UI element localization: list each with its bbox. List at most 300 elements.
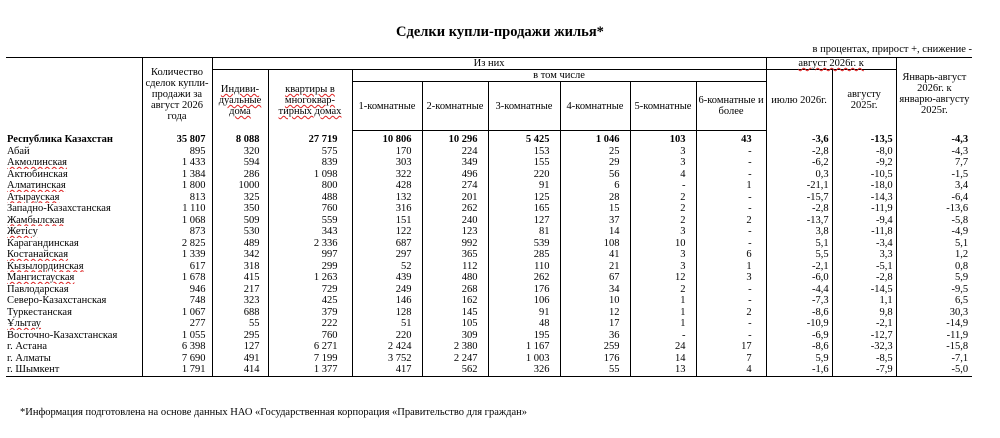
cell-value: 2 424 — [352, 341, 422, 353]
cell-value: 14 — [560, 226, 630, 238]
cell-value: 559 — [268, 215, 352, 227]
cell-value: 1 791 — [142, 364, 212, 376]
table-row — [6, 295, 972, 307]
cell-value: 201 — [422, 192, 488, 204]
cell-value: 1 384 — [142, 169, 212, 181]
cell-value: 2 — [630, 192, 696, 204]
cell-value: 562 — [422, 364, 488, 376]
cell-value: 992 — [422, 238, 488, 250]
cell-value: 10 — [630, 238, 696, 250]
cell-value: 29 — [560, 157, 630, 169]
cell-value: - — [696, 169, 766, 181]
cell-value: 151 — [352, 215, 422, 227]
table-row — [6, 249, 972, 261]
cell-value: 21 — [560, 261, 630, 273]
cell-value: 17 — [696, 341, 766, 353]
header-janaug: Январь-август 2026г. к январю-августу 2025г. — [896, 58, 972, 131]
cell-value: 539 — [488, 238, 560, 250]
cell-value: 222 — [268, 318, 352, 330]
cell-value: -5,8 — [896, 215, 972, 227]
cell-value: 7 199 — [268, 353, 352, 365]
cell-value: 1 339 — [142, 249, 212, 261]
cell-value: -13,5 — [832, 131, 896, 146]
cell-value: 7 — [696, 353, 766, 365]
cell-value: 417 — [352, 364, 422, 376]
table-row — [6, 284, 972, 296]
cell-value: 110 — [488, 261, 560, 273]
cell-value: 176 — [560, 353, 630, 365]
table-row — [6, 146, 972, 158]
region-name: Карагандинская — [7, 237, 79, 249]
cell-value: 2 247 — [422, 353, 488, 365]
cell-value: 1 067 — [142, 307, 212, 319]
cell-value: -15,8 — [896, 341, 972, 353]
region-name: Жетісу — [7, 226, 38, 237]
cell-value: 0,3 — [766, 169, 832, 181]
header-of-them: Из них — [212, 58, 766, 70]
cell-value: 309 — [422, 330, 488, 342]
deals-table — [6, 57, 972, 377]
cell-value: 262 — [488, 272, 560, 284]
cell-value: 153 — [488, 146, 560, 158]
header-rooms-6: 6-комнатные и более — [696, 82, 766, 131]
cell-value: 10 296 — [422, 131, 488, 146]
cell-value: -7,1 — [896, 353, 972, 365]
cell-value: 170 — [352, 146, 422, 158]
cell-value: -14,3 — [832, 192, 896, 204]
region-name: Кызылординская — [7, 260, 84, 272]
cell-value: -7,9 — [832, 364, 896, 376]
cell-value: 297 — [352, 249, 422, 261]
cell-value: 687 — [352, 238, 422, 250]
cell-value: -5,1 — [832, 261, 896, 273]
cell-value: 224 — [422, 146, 488, 158]
cell-value: 274 — [422, 180, 488, 192]
header-rooms-1: 1-комнатные — [352, 82, 422, 131]
cell-value: 530 — [212, 226, 268, 238]
cell-value: 760 — [268, 330, 352, 342]
cell-value: -6,2 — [766, 157, 832, 169]
cell-value: 1 377 — [268, 364, 352, 376]
cell-value: 379 — [268, 307, 352, 319]
cell-value: 1 — [630, 318, 696, 330]
cell-value: 496 — [422, 169, 488, 181]
table-row — [6, 215, 972, 227]
cell-value: 249 — [352, 284, 422, 296]
cell-value: -6,0 — [766, 272, 832, 284]
cell-value: 128 — [352, 307, 422, 319]
cell-value: 1 — [696, 261, 766, 273]
cell-value: 103 — [630, 131, 696, 146]
cell-value: 48 — [488, 318, 560, 330]
cell-value: -11,8 — [832, 226, 896, 238]
cell-value: -6,9 — [766, 330, 832, 342]
cell-value: - — [696, 330, 766, 342]
cell-value: 3 — [630, 249, 696, 261]
cell-value: 3 752 — [352, 353, 422, 365]
cell-value: 34 — [560, 284, 630, 296]
cell-value: -4,9 — [896, 226, 972, 238]
cell-value: 14 — [630, 353, 696, 365]
header-including: в том числе — [352, 70, 766, 82]
cell-value: -6,4 — [896, 192, 972, 204]
cell-value: 3 — [696, 272, 766, 284]
cell-value: 318 — [212, 261, 268, 273]
table-row — [6, 180, 972, 192]
cell-value: 165 — [488, 203, 560, 215]
header-rooms-5: 5-комнатные — [630, 82, 696, 131]
region-name: Республика Казахстан — [7, 133, 113, 145]
table-row — [6, 226, 972, 238]
cell-value: -10,9 — [766, 318, 832, 330]
cell-value: -7,3 — [766, 295, 832, 307]
cell-value: 350 — [212, 203, 268, 215]
region-name: г. Астана — [7, 341, 48, 352]
cell-value: -9,2 — [832, 157, 896, 169]
cell-value: 3 — [630, 226, 696, 238]
cell-value: 51 — [352, 318, 422, 330]
cell-value: 5,1 — [896, 238, 972, 250]
cell-value: 1 098 — [268, 169, 352, 181]
cell-value: 575 — [268, 146, 352, 158]
cell-value: -1,5 — [896, 169, 972, 181]
header-rooms-3: 3-комнатные — [488, 82, 560, 131]
header-july: июлю 2026г. — [766, 70, 832, 131]
cell-value: 125 — [488, 192, 560, 204]
region-name: Ұлытау — [7, 318, 41, 329]
cell-value: 127 — [488, 215, 560, 227]
cell-value: 6 398 — [142, 341, 212, 353]
cell-value: 2 — [630, 215, 696, 227]
header-aug2026-to: август 2026г. к — [766, 58, 896, 70]
cell-value: 343 — [268, 226, 352, 238]
cell-value: 488 — [268, 192, 352, 204]
cell-value: 729 — [268, 284, 352, 296]
cell-value: 5,9 — [896, 272, 972, 284]
cell-value: -11,9 — [896, 330, 972, 342]
cell-value: 5 425 — [488, 131, 560, 146]
cell-value: 2 380 — [422, 341, 488, 353]
cell-value: 323 — [212, 295, 268, 307]
table-body — [6, 131, 972, 377]
table-row — [6, 192, 972, 204]
cell-value: 2 — [696, 307, 766, 319]
cell-value: 91 — [488, 180, 560, 192]
page-title: Сделки купли-продажи жилья* — [396, 24, 604, 40]
cell-value: 2 — [630, 284, 696, 296]
cell-value: 349 — [422, 157, 488, 169]
cell-value: 414 — [212, 364, 268, 376]
cell-value: -15,7 — [766, 192, 832, 204]
cell-value: -2,8 — [766, 146, 832, 158]
cell-value: 259 — [560, 341, 630, 353]
cell-value: 6 — [560, 180, 630, 192]
cell-value: 10 806 — [352, 131, 422, 146]
cell-value: 594 — [212, 157, 268, 169]
cell-value: 35 807 — [142, 131, 212, 146]
table-row — [6, 330, 972, 342]
cell-value: 132 — [352, 192, 422, 204]
cell-value: 800 — [268, 180, 352, 192]
cell-value: -1,6 — [766, 364, 832, 376]
cell-value: 813 — [142, 192, 212, 204]
table-row — [6, 131, 972, 146]
cell-value: 5,5 — [766, 249, 832, 261]
cell-value: 10 — [560, 295, 630, 307]
cell-value: 316 — [352, 203, 422, 215]
region-name: Жамбылская — [7, 214, 65, 226]
cell-value: -18,0 — [832, 180, 896, 192]
cell-value: 5,1 — [766, 238, 832, 250]
cell-value: -13,6 — [896, 203, 972, 215]
cell-value: 55 — [560, 364, 630, 376]
cell-value: 1,1 — [832, 295, 896, 307]
cell-value: 325 — [212, 192, 268, 204]
cell-value: 1,2 — [896, 249, 972, 261]
cell-value: -9,4 — [832, 215, 896, 227]
cell-value: 36 — [560, 330, 630, 342]
cell-value: 365 — [422, 249, 488, 261]
cell-value: 112 — [422, 261, 488, 273]
table-row — [6, 157, 972, 169]
region-name: Костанайская — [7, 249, 69, 260]
cell-value: 873 — [142, 226, 212, 238]
cell-value: 195 — [488, 330, 560, 342]
cell-value: -10,5 — [832, 169, 896, 181]
cell-value: -4,3 — [896, 146, 972, 158]
table-row — [6, 203, 972, 215]
cell-value: 997 — [268, 249, 352, 261]
cell-value: -5,0 — [896, 364, 972, 376]
region-name: Абай — [7, 145, 30, 157]
cell-value: 1 003 — [488, 353, 560, 365]
cell-value: 2 — [696, 215, 766, 227]
cell-value: -8,5 — [832, 353, 896, 365]
cell-value: - — [696, 284, 766, 296]
cell-value: -14,9 — [896, 318, 972, 330]
cell-value: 286 — [212, 169, 268, 181]
cell-value: 322 — [352, 169, 422, 181]
cell-value: -8,6 — [766, 307, 832, 319]
cell-value: - — [630, 330, 696, 342]
cell-value: 299 — [268, 261, 352, 273]
table-row — [6, 364, 972, 376]
table-row — [6, 261, 972, 273]
cell-value: 12 — [630, 272, 696, 284]
cell-value: -8,0 — [832, 146, 896, 158]
region-name: Алматинская — [7, 180, 66, 191]
header-aug2025: августу 2025г. — [832, 70, 896, 131]
cell-value: 27 719 — [268, 131, 352, 146]
cell-value: - — [696, 203, 766, 215]
cell-value: 67 — [560, 272, 630, 284]
table-row — [6, 238, 972, 250]
cell-value: 2 — [630, 203, 696, 215]
cell-value: 285 — [488, 249, 560, 261]
cell-value: 240 — [422, 215, 488, 227]
cell-value: 8 088 — [212, 131, 268, 146]
region-name: Западно-Казахстанская — [7, 203, 111, 214]
region-name: Павлодарская — [7, 283, 69, 295]
cell-value: 41 — [560, 249, 630, 261]
cell-value: 220 — [352, 330, 422, 342]
table-row — [6, 353, 972, 365]
cell-value: 277 — [142, 318, 212, 330]
units-note: в процентах, прирост +, снижение - — [812, 44, 972, 55]
cell-value: -21,1 — [766, 180, 832, 192]
cell-value: 1 — [630, 307, 696, 319]
cell-value: 37 — [560, 215, 630, 227]
cell-value: 52 — [352, 261, 422, 273]
cell-value: -11,9 — [832, 203, 896, 215]
header-rooms-4: 4-комнатные — [560, 82, 630, 131]
header-apartments: квартиры в многоквар-тирных домах — [268, 70, 352, 131]
cell-value: 6,5 — [896, 295, 972, 307]
cell-value: 489 — [212, 238, 268, 250]
cell-value: 24 — [630, 341, 696, 353]
cell-value: 146 — [352, 295, 422, 307]
cell-value: 3,3 — [832, 249, 896, 261]
cell-value: -2,1 — [766, 261, 832, 273]
header-count: Количество сделок купли-продажи за август 2026 года — [142, 58, 212, 131]
cell-value: 760 — [268, 203, 352, 215]
cell-value: 4 — [630, 169, 696, 181]
cell-value: 1 263 — [268, 272, 352, 284]
cell-value: 7 690 — [142, 353, 212, 365]
table-row — [6, 307, 972, 319]
cell-value: 320 — [212, 146, 268, 158]
header-region — [6, 58, 142, 131]
cell-value: 6 — [696, 249, 766, 261]
footnote: *Информация подготовлена на основе данных НАО «Государственная корпорация «Правительство для граждан» — [20, 407, 528, 418]
cell-value: 13 — [630, 364, 696, 376]
cell-value: 55 — [212, 318, 268, 330]
cell-value: 295 — [212, 330, 268, 342]
cell-value: - — [696, 318, 766, 330]
region-name: г. Алматы — [7, 352, 51, 364]
cell-value: 1 800 — [142, 180, 212, 192]
cell-value: 28 — [560, 192, 630, 204]
cell-value: 1 068 — [142, 215, 212, 227]
cell-value: - — [696, 192, 766, 204]
region-name: Атырауская — [7, 191, 60, 203]
cell-value: -3,4 — [832, 238, 896, 250]
cell-value: 425 — [268, 295, 352, 307]
cell-value: -13,7 — [766, 215, 832, 227]
table-row — [6, 341, 972, 353]
region-name: г. Шымкент — [6, 364, 142, 376]
cell-value: -12,7 — [832, 330, 896, 342]
cell-value: 155 — [488, 157, 560, 169]
cell-value: 145 — [422, 307, 488, 319]
cell-value: 326 — [488, 364, 560, 376]
header-rooms-2: 2-комнатные — [422, 82, 488, 131]
cell-value: -2,8 — [832, 272, 896, 284]
cell-value: -4,3 — [896, 131, 972, 146]
cell-value: 123 — [422, 226, 488, 238]
cell-value: 946 — [142, 284, 212, 296]
cell-value: 176 — [488, 284, 560, 296]
cell-value: 3,8 — [766, 226, 832, 238]
region-name: Восточно-Казахстанская — [7, 329, 118, 341]
cell-value: 1 678 — [142, 272, 212, 284]
cell-value: 7,7 — [896, 157, 972, 169]
cell-value: 81 — [488, 226, 560, 238]
header-individual: Индиви-дуальные дома — [212, 70, 268, 131]
cell-value: -32,3 — [832, 341, 896, 353]
cell-value: 162 — [422, 295, 488, 307]
region-name: Туркестанская — [7, 306, 72, 318]
cell-value: 509 — [212, 215, 268, 227]
cell-value: 839 — [268, 157, 352, 169]
cell-value: 106 — [488, 295, 560, 307]
cell-value: 3 — [630, 261, 696, 273]
cell-value: - — [630, 180, 696, 192]
cell-value: 1000 — [212, 180, 268, 192]
cell-value: - — [696, 157, 766, 169]
cell-value: - — [696, 295, 766, 307]
cell-value: - — [696, 238, 766, 250]
cell-value: 1 — [696, 180, 766, 192]
region-name: Северо-Казахстанская — [7, 295, 107, 306]
cell-value: 491 — [212, 353, 268, 365]
cell-value: 5,9 — [766, 353, 832, 365]
cell-value: 15 — [560, 203, 630, 215]
cell-value: 3 — [630, 157, 696, 169]
cell-value: 428 — [352, 180, 422, 192]
cell-value: 9,8 — [832, 307, 896, 319]
cell-value: 43 — [696, 131, 766, 146]
cell-value: 108 — [560, 238, 630, 250]
cell-value: -3,6 — [766, 131, 832, 146]
cell-value: 895 — [142, 146, 212, 158]
cell-value: 439 — [352, 272, 422, 284]
table-row — [6, 169, 972, 181]
table-row — [6, 272, 972, 284]
cell-value: 748 — [142, 295, 212, 307]
cell-value: 480 — [422, 272, 488, 284]
cell-value: -14,5 — [832, 284, 896, 296]
region-name: Мангистауская — [7, 272, 75, 283]
cell-value: 217 — [212, 284, 268, 296]
table-row — [6, 318, 972, 330]
cell-value: -8,6 — [766, 341, 832, 353]
cell-value: 105 — [422, 318, 488, 330]
cell-value: 2 825 — [142, 238, 212, 250]
cell-value: 3,4 — [896, 180, 972, 192]
cell-value: -2,1 — [832, 318, 896, 330]
cell-value: 617 — [142, 261, 212, 273]
cell-value: 25 — [560, 146, 630, 158]
cell-value: 0,8 — [896, 261, 972, 273]
cell-value: 4 — [696, 364, 766, 376]
cell-value: 30,3 — [896, 307, 972, 319]
cell-value: 3 — [630, 146, 696, 158]
cell-value: 2 336 — [268, 238, 352, 250]
region-name: Акмолинская — [7, 157, 68, 168]
cell-value: 688 — [212, 307, 268, 319]
region-name: Актюбинская — [7, 168, 68, 180]
cell-value: 220 — [488, 169, 560, 181]
cell-value: 1 110 — [142, 203, 212, 215]
cell-value: 1 055 — [142, 330, 212, 342]
cell-value: 12 — [560, 307, 630, 319]
cell-value: 1 046 — [560, 131, 630, 146]
cell-value: -9,5 — [896, 284, 972, 296]
cell-value: -2,8 — [766, 203, 832, 215]
cell-value: 6 271 — [268, 341, 352, 353]
cell-value: 1 — [630, 295, 696, 307]
